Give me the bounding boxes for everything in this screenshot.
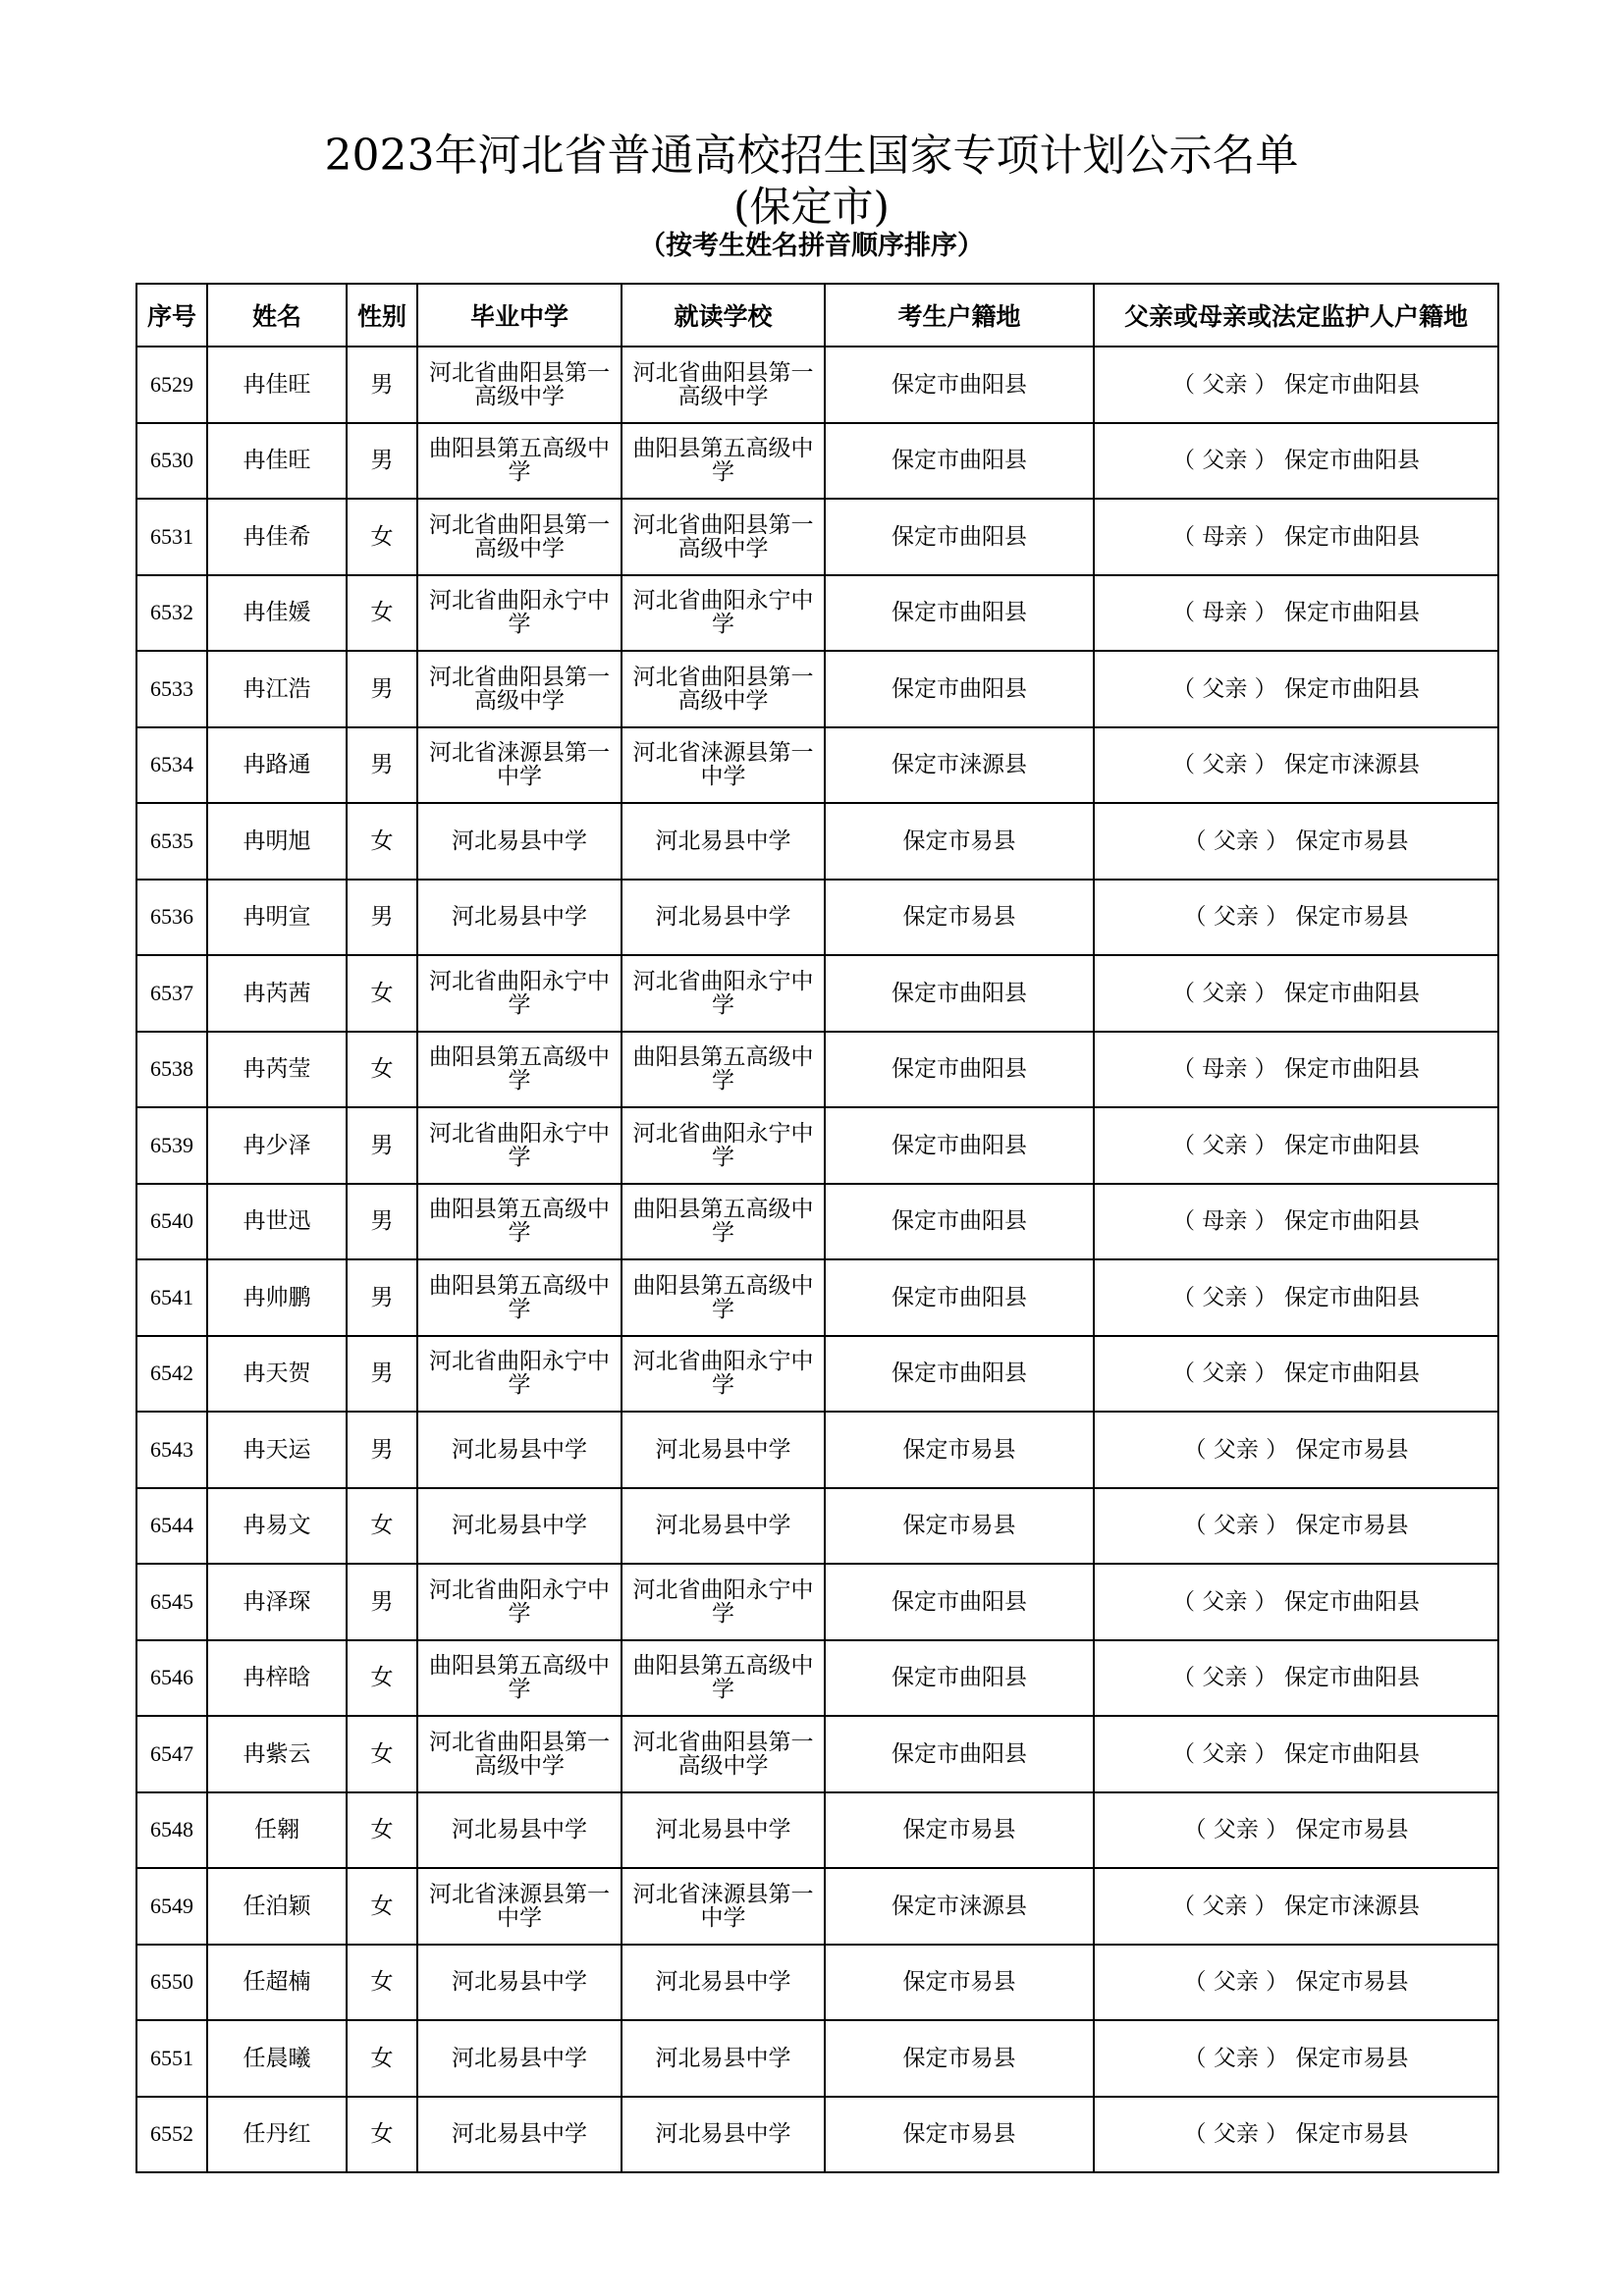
gender-cell: 女 xyxy=(347,2097,417,2173)
name-cell: 冉芮莹 xyxy=(207,1032,347,1108)
current-school-cell: 曲阳县第五高级中学 xyxy=(622,1184,825,1260)
name-cell: 冉世迅 xyxy=(207,1184,347,1260)
gender-cell: 男 xyxy=(347,651,417,727)
serial-cell: 6540 xyxy=(136,1184,207,1260)
sort-note: （按考生姓名拼音顺序排序） xyxy=(639,231,984,261)
household-cell: 保定市曲阳县 xyxy=(825,575,1094,652)
page-title: 2023年河北省普通高校招生国家专项计划公示名单 xyxy=(324,131,1299,181)
graduation-school-cell: 河北易县中学 xyxy=(417,1488,622,1565)
name-cell: 冉明宣 xyxy=(207,880,347,956)
gender-cell: 男 xyxy=(347,1107,417,1184)
serial-cell: 6531 xyxy=(136,499,207,575)
name-cell: 任晨曦 xyxy=(207,2020,347,2097)
guardian-cell: （ 父亲 ） 保定市曲阳县 xyxy=(1094,1640,1498,1717)
guardian-cell: （ 父亲 ） 保定市易县 xyxy=(1094,1945,1498,2021)
page-subtitle: (保定市) xyxy=(733,183,890,231)
table-row xyxy=(136,1488,1498,1565)
household-cell: 保定市曲阳县 xyxy=(825,1259,1094,1336)
household-cell: 保定市曲阳县 xyxy=(825,347,1094,423)
graduation-school-cell: 河北易县中学 xyxy=(417,1412,622,1488)
graduation-school-cell: 河北省曲阳县第一高级中学 xyxy=(417,499,622,575)
current-school-cell: 河北省曲阳永宁中学 xyxy=(622,1336,825,1413)
current-school-cell: 曲阳县第五高级中学 xyxy=(622,1259,825,1336)
guardian-cell: （ 父亲 ） 保定市易县 xyxy=(1094,2097,1498,2173)
guardian-cell: （ 父亲 ） 保定市曲阳县 xyxy=(1094,651,1498,727)
current-school-cell: 河北易县中学 xyxy=(622,880,825,956)
household-cell: 保定市曲阳县 xyxy=(825,1032,1094,1108)
table-row xyxy=(136,1259,1498,1336)
guardian-cell: （ 父亲 ） 保定市曲阳县 xyxy=(1094,1564,1498,1640)
gender-cell: 男 xyxy=(347,423,417,500)
name-cell: 冉紫云 xyxy=(207,1716,347,1792)
household-cell: 保定市涞源县 xyxy=(825,1868,1094,1945)
table-row xyxy=(136,1792,1498,1869)
household-cell: 保定市曲阳县 xyxy=(825,955,1094,1032)
table-header-row xyxy=(136,284,1498,347)
graduation-school-cell: 河北易县中学 xyxy=(417,1792,622,1869)
household-cell: 保定市易县 xyxy=(825,803,1094,880)
guardian-cell: （ 父亲 ） 保定市曲阳县 xyxy=(1094,1107,1498,1184)
header-guardian-registration: 父亲或母亲或法定监护人户籍地 xyxy=(1094,284,1498,347)
serial-cell: 6530 xyxy=(136,423,207,500)
gender-cell: 女 xyxy=(347,955,417,1032)
gender-cell: 女 xyxy=(347,1640,417,1717)
guardian-cell: （ 父亲 ） 保定市涞源县 xyxy=(1094,727,1498,804)
guardian-cell: （ 父亲 ） 保定市曲阳县 xyxy=(1094,347,1498,423)
header-gender: 性别 xyxy=(347,284,417,347)
current-school-cell: 河北省涞源县第一中学 xyxy=(622,727,825,804)
name-cell: 任泊颖 xyxy=(207,1868,347,1945)
table-row xyxy=(136,880,1498,956)
name-cell: 冉路通 xyxy=(207,727,347,804)
table-row xyxy=(136,1716,1498,1792)
name-cell: 冉佳旺 xyxy=(207,423,347,500)
table-row xyxy=(136,1640,1498,1717)
current-school-cell: 曲阳县第五高级中学 xyxy=(622,423,825,500)
household-cell: 保定市曲阳县 xyxy=(825,651,1094,727)
header-serial: 序号 xyxy=(136,284,207,347)
guardian-cell: （ 父亲 ） 保定市曲阳县 xyxy=(1094,955,1498,1032)
name-cell: 冉江浩 xyxy=(207,651,347,727)
table-row xyxy=(136,1107,1498,1184)
gender-cell: 男 xyxy=(347,347,417,423)
table-row xyxy=(136,1945,1498,2021)
current-school-cell: 河北省曲阳县第一高级中学 xyxy=(622,651,825,727)
serial-cell: 6550 xyxy=(136,1945,207,2021)
gender-cell: 女 xyxy=(347,2020,417,2097)
serial-cell: 6537 xyxy=(136,955,207,1032)
household-cell: 保定市易县 xyxy=(825,1412,1094,1488)
household-cell: 保定市曲阳县 xyxy=(825,1184,1094,1260)
household-cell: 保定市曲阳县 xyxy=(825,1107,1094,1184)
household-cell: 保定市涞源县 xyxy=(825,727,1094,804)
graduation-school-cell: 河北省曲阳永宁中学 xyxy=(417,575,622,652)
gender-cell: 男 xyxy=(347,1564,417,1640)
table-row xyxy=(136,2097,1498,2173)
header-household-registration: 考生户籍地 xyxy=(825,284,1094,347)
guardian-cell: （ 母亲 ） 保定市曲阳县 xyxy=(1094,575,1498,652)
name-cell: 冉佳旺 xyxy=(207,347,347,423)
serial-cell: 6532 xyxy=(136,575,207,652)
name-cell: 冉梓晗 xyxy=(207,1640,347,1717)
current-school-cell: 河北易县中学 xyxy=(622,1792,825,1869)
current-school-cell: 河北省曲阳永宁中学 xyxy=(622,575,825,652)
table-row xyxy=(136,1412,1498,1488)
gender-cell: 男 xyxy=(347,880,417,956)
guardian-cell: （ 父亲 ） 保定市涞源县 xyxy=(1094,1868,1498,1945)
guardian-cell: （ 父亲 ） 保定市易县 xyxy=(1094,880,1498,956)
gender-cell: 女 xyxy=(347,1945,417,2021)
graduation-school-cell: 河北省曲阳永宁中学 xyxy=(417,1564,622,1640)
gender-cell: 男 xyxy=(347,1184,417,1260)
graduation-school-cell: 曲阳县第五高级中学 xyxy=(417,1640,622,1717)
current-school-cell: 河北易县中学 xyxy=(622,803,825,880)
serial-cell: 6543 xyxy=(136,1412,207,1488)
name-cell: 冉天运 xyxy=(207,1412,347,1488)
gender-cell: 男 xyxy=(347,727,417,804)
serial-cell: 6541 xyxy=(136,1259,207,1336)
graduation-school-cell: 曲阳县第五高级中学 xyxy=(417,1184,622,1260)
current-school-cell: 河北易县中学 xyxy=(622,2020,825,2097)
current-school-cell: 河北省曲阳永宁中学 xyxy=(622,955,825,1032)
serial-cell: 6538 xyxy=(136,1032,207,1108)
header-current-school: 就读学校 xyxy=(622,284,825,347)
name-cell: 冉泽琛 xyxy=(207,1564,347,1640)
guardian-cell: （ 父亲 ） 保定市易县 xyxy=(1094,2020,1498,2097)
serial-cell: 6534 xyxy=(136,727,207,804)
graduation-school-cell: 河北易县中学 xyxy=(417,2020,622,2097)
gender-cell: 女 xyxy=(347,803,417,880)
guardian-cell: （ 父亲 ） 保定市曲阳县 xyxy=(1094,1716,1498,1792)
guardian-cell: （ 父亲 ） 保定市易县 xyxy=(1094,803,1498,880)
serial-cell: 6544 xyxy=(136,1488,207,1565)
name-cell: 冉天贺 xyxy=(207,1336,347,1413)
table-row xyxy=(136,955,1498,1032)
serial-cell: 6529 xyxy=(136,347,207,423)
serial-cell: 6549 xyxy=(136,1868,207,1945)
serial-cell: 6547 xyxy=(136,1716,207,1792)
gender-cell: 女 xyxy=(347,1488,417,1565)
header-name: 姓名 xyxy=(207,284,347,347)
table-row xyxy=(136,423,1498,500)
serial-cell: 6535 xyxy=(136,803,207,880)
household-cell: 保定市曲阳县 xyxy=(825,423,1094,500)
household-cell: 保定市易县 xyxy=(825,1945,1094,2021)
household-cell: 保定市易县 xyxy=(825,1488,1094,1565)
guardian-cell: （ 父亲 ） 保定市易县 xyxy=(1094,1488,1498,1565)
current-school-cell: 河北易县中学 xyxy=(622,1488,825,1565)
table-row xyxy=(136,2020,1498,2097)
household-cell: 保定市曲阳县 xyxy=(825,499,1094,575)
serial-cell: 6545 xyxy=(136,1564,207,1640)
name-cell: 冉佳希 xyxy=(207,499,347,575)
name-cell: 冉少泽 xyxy=(207,1107,347,1184)
current-school-cell: 河北易县中学 xyxy=(622,2097,825,2173)
current-school-cell: 河北易县中学 xyxy=(622,1412,825,1488)
table-row xyxy=(136,499,1498,575)
serial-cell: 6546 xyxy=(136,1640,207,1717)
current-school-cell: 曲阳县第五高级中学 xyxy=(622,1032,825,1108)
graduation-school-cell: 河北易县中学 xyxy=(417,880,622,956)
graduation-school-cell: 河北省曲阳县第一高级中学 xyxy=(417,1716,622,1792)
gender-cell: 女 xyxy=(347,499,417,575)
serial-cell: 6548 xyxy=(136,1792,207,1869)
name-cell: 任丹红 xyxy=(207,2097,347,2173)
gender-cell: 男 xyxy=(347,1336,417,1413)
table-row xyxy=(136,575,1498,652)
guardian-cell: （ 父亲 ） 保定市易县 xyxy=(1094,1792,1498,1869)
gender-cell: 男 xyxy=(347,1412,417,1488)
graduation-school-cell: 曲阳县第五高级中学 xyxy=(417,423,622,500)
graduation-school-cell: 曲阳县第五高级中学 xyxy=(417,1032,622,1108)
household-cell: 保定市曲阳县 xyxy=(825,1336,1094,1413)
name-cell: 冉明旭 xyxy=(207,803,347,880)
serial-cell: 6551 xyxy=(136,2020,207,2097)
table-row xyxy=(136,651,1498,727)
name-cell: 任翱 xyxy=(207,1792,347,1869)
graduation-school-cell: 河北省曲阳永宁中学 xyxy=(417,1107,622,1184)
graduation-school-cell: 河北省曲阳永宁中学 xyxy=(417,1336,622,1413)
gender-cell: 女 xyxy=(347,1792,417,1869)
table-row xyxy=(136,803,1498,880)
table-row xyxy=(136,727,1498,804)
household-cell: 保定市曲阳县 xyxy=(825,1640,1094,1717)
gender-cell: 女 xyxy=(347,1032,417,1108)
current-school-cell: 河北省曲阳县第一高级中学 xyxy=(622,1716,825,1792)
current-school-cell: 河北省涞源县第一中学 xyxy=(622,1868,825,1945)
table-body xyxy=(136,347,1498,2172)
name-cell: 冉帅鹏 xyxy=(207,1259,347,1336)
gender-cell: 女 xyxy=(347,1716,417,1792)
name-cell: 冉佳媛 xyxy=(207,575,347,652)
household-cell: 保定市易县 xyxy=(825,1792,1094,1869)
serial-cell: 6539 xyxy=(136,1107,207,1184)
graduation-school-cell: 河北省曲阳永宁中学 xyxy=(417,955,622,1032)
name-cell: 冉芮茜 xyxy=(207,955,347,1032)
household-cell: 保定市曲阳县 xyxy=(825,1716,1094,1792)
graduation-school-cell: 河北省曲阳县第一高级中学 xyxy=(417,651,622,727)
serial-cell: 6552 xyxy=(136,2097,207,2173)
household-cell: 保定市易县 xyxy=(825,880,1094,956)
graduation-school-cell: 河北省涞源县第一中学 xyxy=(417,1868,622,1945)
roster-table xyxy=(135,283,1499,2173)
household-cell: 保定市曲阳县 xyxy=(825,1564,1094,1640)
household-cell: 保定市易县 xyxy=(825,2020,1094,2097)
guardian-cell: （ 父亲 ） 保定市曲阳县 xyxy=(1094,1259,1498,1336)
serial-cell: 6536 xyxy=(136,880,207,956)
table-row xyxy=(136,1336,1498,1413)
table-row xyxy=(136,1184,1498,1260)
name-cell: 冉易文 xyxy=(207,1488,347,1565)
current-school-cell: 河北省曲阳县第一高级中学 xyxy=(622,347,825,423)
header-graduation-school: 毕业中学 xyxy=(417,284,622,347)
guardian-cell: （ 母亲 ） 保定市曲阳县 xyxy=(1094,1184,1498,1260)
current-school-cell: 河北省曲阳永宁中学 xyxy=(622,1107,825,1184)
serial-cell: 6533 xyxy=(136,651,207,727)
graduation-school-cell: 曲阳县第五高级中学 xyxy=(417,1259,622,1336)
guardian-cell: （ 母亲 ） 保定市曲阳县 xyxy=(1094,499,1498,575)
graduation-school-cell: 河北易县中学 xyxy=(417,803,622,880)
guardian-cell: （ 父亲 ） 保定市曲阳县 xyxy=(1094,423,1498,500)
household-cell: 保定市易县 xyxy=(825,2097,1094,2173)
gender-cell: 女 xyxy=(347,575,417,652)
table-row xyxy=(136,347,1498,423)
current-school-cell: 河北省曲阳永宁中学 xyxy=(622,1564,825,1640)
guardian-cell: （ 母亲 ） 保定市曲阳县 xyxy=(1094,1032,1498,1108)
gender-cell: 女 xyxy=(347,1868,417,1945)
name-cell: 任超楠 xyxy=(207,1945,347,2021)
graduation-school-cell: 河北省曲阳县第一高级中学 xyxy=(417,347,622,423)
guardian-cell: （ 父亲 ） 保定市易县 xyxy=(1094,1412,1498,1488)
guardian-cell: （ 父亲 ） 保定市曲阳县 xyxy=(1094,1336,1498,1413)
graduation-school-cell: 河北省涞源县第一中学 xyxy=(417,727,622,804)
current-school-cell: 曲阳县第五高级中学 xyxy=(622,1640,825,1717)
graduation-school-cell: 河北易县中学 xyxy=(417,2097,622,2173)
current-school-cell: 河北易县中学 xyxy=(622,1945,825,2021)
current-school-cell: 河北省曲阳县第一高级中学 xyxy=(622,499,825,575)
gender-cell: 男 xyxy=(347,1259,417,1336)
table-row xyxy=(136,1868,1498,1945)
graduation-school-cell: 河北易县中学 xyxy=(417,1945,622,2021)
serial-cell: 6542 xyxy=(136,1336,207,1413)
table-row xyxy=(136,1032,1498,1108)
table-row xyxy=(136,1564,1498,1640)
